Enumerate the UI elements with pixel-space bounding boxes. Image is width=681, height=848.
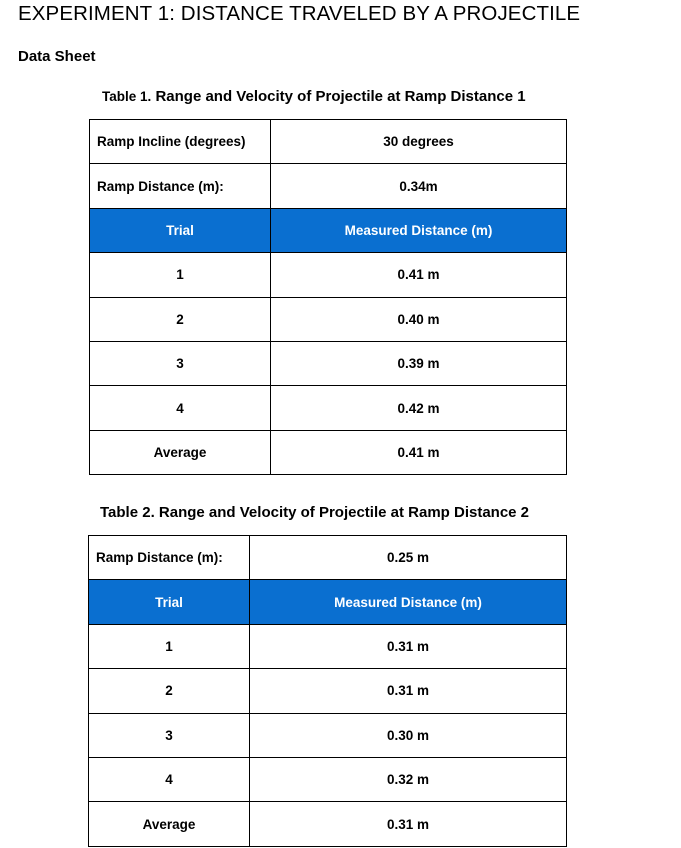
table1-ramp-value: 0.34m: [271, 164, 567, 208]
table-row: [90, 297, 567, 341]
distance-cell: 0.40 m: [271, 297, 567, 341]
distance-cell: 0.31 m: [250, 624, 567, 668]
distance-cell: 0.32 m: [250, 757, 567, 801]
distance-cell: 0.30 m: [250, 713, 567, 757]
table1: [89, 119, 567, 475]
table-row: [90, 341, 567, 385]
table-row: [89, 669, 567, 713]
table1-header-row: [90, 208, 567, 252]
table2-header-trial: Trial: [89, 580, 250, 624]
distance-cell: 0.31 m: [250, 802, 567, 846]
trial-cell: 4: [89, 757, 250, 801]
section-heading: Data Sheet: [18, 48, 96, 65]
trial-cell: Average: [89, 802, 250, 846]
distance-cell: 0.42 m: [271, 386, 567, 430]
table1-caption-text: Range and Velocity of Projectile at Ramp Distance 1: [151, 88, 526, 105]
table1-incline-label: Ramp Incline (degrees): [90, 120, 271, 164]
table2-header-row: [89, 580, 567, 624]
table2-header-distance: Measured Distance (m): [250, 580, 567, 624]
table2-ramp-label: Ramp Distance (m):: [89, 536, 250, 580]
table-row: [89, 757, 567, 801]
table-row-average: [89, 802, 567, 846]
trial-cell: Average: [90, 430, 271, 474]
document-title: EXPERIMENT 1: DISTANCE TRAVELED BY A PROJECTILE: [18, 2, 581, 25]
table1-ramp-row: [90, 164, 567, 208]
distance-cell: 0.41 m: [271, 430, 567, 474]
table1-header-trial: Trial: [90, 208, 271, 252]
table1-caption-prefix: Table 1.: [102, 89, 152, 104]
table1-incline-value: 30 degrees: [271, 120, 567, 164]
table1-header-distance: Measured Distance (m): [271, 208, 567, 252]
trial-cell: 3: [90, 341, 271, 385]
table-row: [90, 253, 567, 297]
trial-cell: 3: [89, 713, 250, 757]
table-row: [89, 713, 567, 757]
trial-cell: 1: [89, 624, 250, 668]
distance-cell: 0.31 m: [250, 669, 567, 713]
trial-cell: 4: [90, 386, 271, 430]
trial-cell: 2: [89, 669, 250, 713]
distance-cell: 0.41 m: [271, 253, 567, 297]
table2-ramp-value: 0.25 m: [250, 536, 567, 580]
table1-caption: [102, 88, 526, 105]
table2-ramp-row: [89, 536, 567, 580]
table2-caption: Table 2. Range and Velocity of Projectile at Ramp Distance 2: [100, 504, 530, 521]
table2: [88, 535, 567, 847]
trial-cell: 1: [90, 253, 271, 297]
table1-ramp-label: Ramp Distance (m):: [90, 164, 271, 208]
table-row-average: [90, 430, 567, 474]
table-row: [90, 386, 567, 430]
table1-incline-row: [90, 120, 567, 164]
table-row: [89, 624, 567, 668]
trial-cell: 2: [90, 297, 271, 341]
distance-cell: 0.39 m: [271, 341, 567, 385]
